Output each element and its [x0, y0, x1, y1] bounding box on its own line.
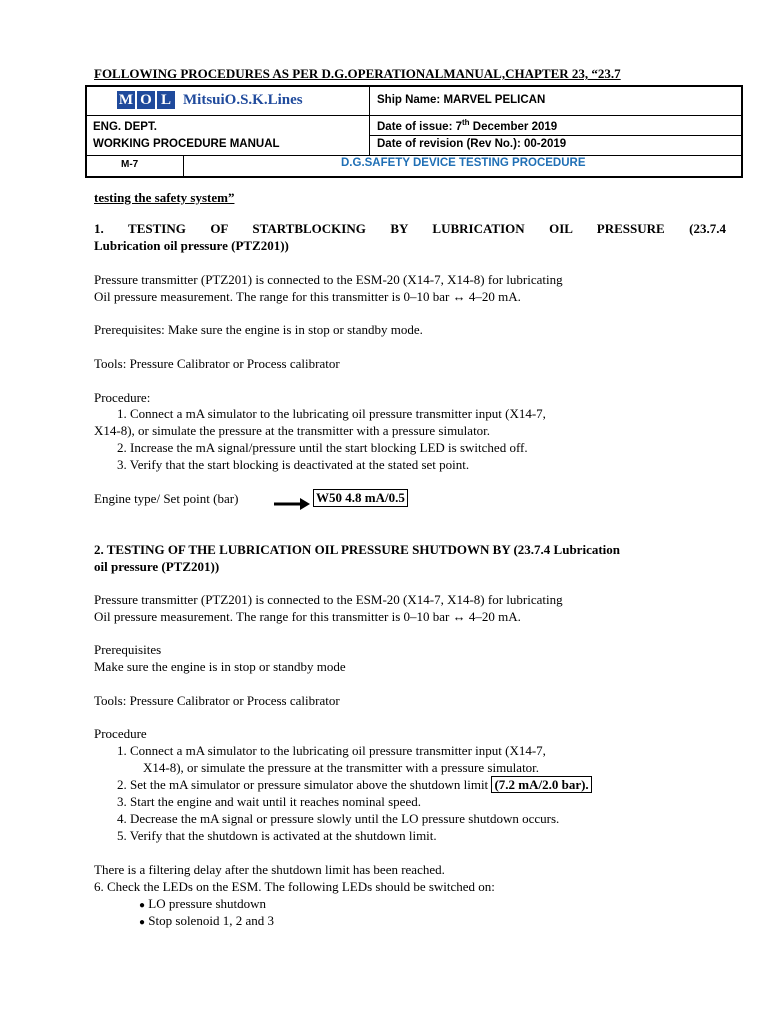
procedure-code: M-7 — [121, 159, 139, 170]
section2-step2: 2. Set the mA simulator or pressure simulator above the shutdown limit (7.2 mA/2.0 bar). — [117, 777, 592, 793]
section2-step1-line2: X14-8), or simulate the pressure at the transmitter with a pressure simulator. — [143, 760, 540, 775]
section2-heading-line1: 2. TESTING OF THE LUBRICATION OIL PRESSURE SHUTDOWN BY (23.7.4 Lubrication — [94, 542, 621, 557]
section2-heading-line2: oil pressure (PTZ201)) — [94, 559, 220, 574]
section2-tools: Tools: Pressure Calibrator or Process calibrator — [94, 693, 340, 708]
section1-tools: Tools: Pressure Calibrator or Process calibrator — [94, 356, 340, 371]
company-logo — [117, 91, 303, 109]
logo-text: MitsuiO.S.K.Lines — [183, 91, 303, 108]
subheading: testing the safety system” — [94, 190, 235, 205]
setpoint-label: Engine type/ Set point (bar) — [94, 491, 239, 506]
section1-step3: 3. Verify that the start blocking is deactivated at the stated set point. — [117, 457, 470, 472]
bullet-icon: ● — [139, 900, 146, 911]
section1-heading-line2: Lubrication oil pressure (PTZ201)) — [94, 238, 289, 253]
arrow-right-icon — [272, 496, 312, 510]
section1-heading-line1: 1. TESTING OF STARTBLOCKING BY LUBRICATION OIL PRESSURE (23.7.4 — [94, 221, 726, 236]
section1-step1-line1: 1. Connect a mA simulator to the lubricating oil pressure transmitter input (X14-7, — [117, 406, 546, 421]
procedure-title: D.G.SAFETY DEVICE TESTING PROCEDURE — [341, 157, 586, 169]
section1-para-line1: Pressure transmitter (PTZ201) is connected to the ESM-20 (X14-7, X14-8) for lubricating — [94, 272, 563, 287]
logo-letter-l: L — [157, 91, 175, 109]
logo-letter-o: O — [137, 91, 155, 109]
document-header-table — [85, 85, 743, 178]
logo-letter-m: M — [118, 91, 134, 108]
section2-step3: 3. Start the engine and wait until it reaches nominal speed. — [117, 794, 421, 809]
revision-date: Date of revision (Rev No.): 00-2019 — [377, 138, 567, 150]
filter-note: There is a filtering delay after the shutdown limit has been reached. — [94, 862, 445, 877]
led-list-item: ● LO pressure shutdown — [139, 896, 267, 911]
section2-step1-line1: 1. Connect a mA simulator to the lubricating oil pressure transmitter input (X14-7, — [117, 743, 546, 758]
section1-step1-line2: X14-8), or simulate the pressure at the transmitter with a pressure simulator. — [94, 423, 491, 438]
section2-prerequisites-label: Prerequisites — [94, 642, 162, 657]
top-heading: FOLLOWING PROCEDURES AS PER D.G.OPERATIONALMANUAL,CHAPTER 23, “23.7 — [94, 66, 621, 81]
manual-label: WORKING PROCEDURE MANUAL — [93, 138, 280, 150]
section1-procedure-label: Procedure: — [94, 390, 151, 405]
bullet-icon: ● — [139, 917, 146, 928]
section2-step4: 4. Decrease the mA signal or pressure slowly until the LO pressure shutdown occurs. — [117, 811, 560, 826]
led-list-item: ● Stop solenoid 1, 2 and 3 — [139, 913, 274, 928]
section2-para-line2: Oil pressure measurement. The range for this transmitter is 0–10 bar ↔ 4–20 mA. — [94, 609, 521, 624]
section2-step6: 6. Check the LEDs on the ESM. The following LEDs should be switched on: — [94, 879, 495, 894]
ship-name: Ship Name: MARVEL PELICAN — [377, 94, 546, 106]
section1-para-line2: Oil pressure measurement. The range for this transmitter is 0–10 bar ↔ 4–20 mA. — [94, 289, 521, 304]
shutdown-limit-value: (7.2 mA/2.0 bar). — [491, 776, 591, 793]
section2-prerequisites-text: Make sure the engine is in stop or standby mode — [94, 659, 346, 674]
dept-label: ENG. DEPT. — [93, 121, 157, 133]
setpoint-value: W50 4.8 mA/0.5 — [313, 489, 408, 507]
section2-step5: 5. Verify that the shutdown is activated at the shutdown limit. — [117, 828, 437, 843]
issue-date: Date of issue: 7th December 2019 — [377, 118, 558, 133]
section2-para-line1: Pressure transmitter (PTZ201) is connected to the ESM-20 (X14-7, X14-8) for lubricating — [94, 592, 563, 607]
section1-prerequisites: Prerequisites: Make sure the engine is in stop or standby mode. — [94, 322, 423, 337]
section2-procedure-label: Procedure — [94, 726, 147, 741]
section1-step2: 2. Increase the mA signal/pressure until the start blocking LED is switched off. — [117, 440, 528, 455]
